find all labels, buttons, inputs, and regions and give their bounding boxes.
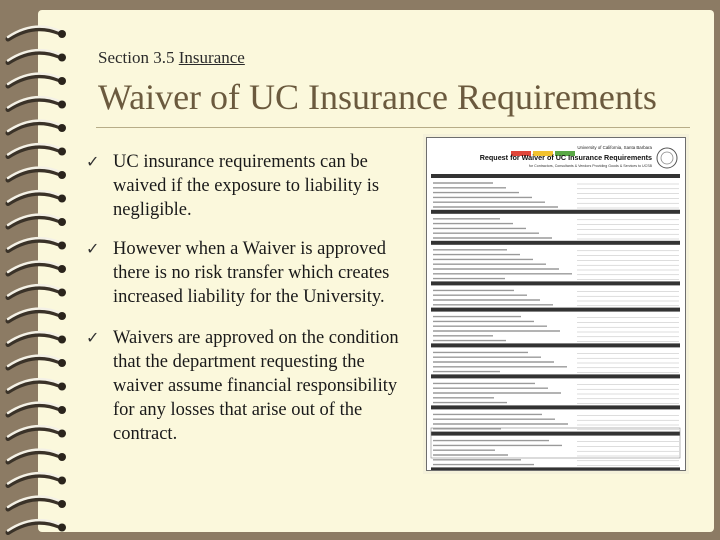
binding-hole <box>58 359 66 367</box>
binding-hole <box>58 148 66 156</box>
insurance-link[interactable]: Insurance <box>178 48 245 67</box>
binding-hole <box>58 218 66 226</box>
section-prefix: Section 3.5 <box>98 48 175 67</box>
title-divider <box>96 127 690 128</box>
binding-hole <box>58 30 66 38</box>
binding-hole <box>58 77 66 85</box>
binding-hole <box>58 406 66 414</box>
binding-hole <box>58 430 66 438</box>
binding-hole <box>58 477 66 485</box>
section-label <box>98 48 245 68</box>
binding-hole <box>58 524 66 532</box>
form-heading-2: for Contractors, Consultants & Vendors Providing Goods & Services to UCSB <box>528 164 652 168</box>
uc-seal-icon <box>657 148 677 168</box>
binding-hole <box>58 195 66 203</box>
bullet-text: Waivers are approved on the condition that the department requesting the waiver assume financial responsibility for any losses that arise out of the contract. <box>113 328 399 444</box>
binding-hole <box>58 171 66 179</box>
binding-hole <box>58 500 66 508</box>
form-section-bar <box>431 467 680 470</box>
check-icon: ✓ <box>86 239 100 258</box>
form-section-bar <box>431 281 680 285</box>
binding-hole <box>58 383 66 391</box>
spiral-binding <box>0 0 80 540</box>
bullet-item-2 <box>86 237 416 309</box>
form-heading-1: Request for Waiver of UC Insurance Requirements <box>479 153 652 162</box>
binding-hole <box>58 453 66 461</box>
form-image <box>427 138 685 470</box>
waiver-form-thumbnail <box>426 137 686 471</box>
binding-hole <box>58 124 66 132</box>
form-section-bar <box>431 241 680 245</box>
check-icon: ✓ <box>86 328 100 347</box>
binding-hole <box>58 336 66 344</box>
binding-hole <box>58 242 66 250</box>
form-section-bar <box>431 374 680 378</box>
binding-hole <box>58 101 66 109</box>
bullet-text: However when a Waiver is approved there is no risk transfer which creates increased liability for the University. <box>113 239 390 307</box>
form-section-bar <box>431 210 680 214</box>
binding-hole <box>58 289 66 297</box>
binding-hole <box>58 312 66 320</box>
page-title: Waiver of UC Insurance Requirements <box>98 77 657 117</box>
binding-hole <box>58 54 66 62</box>
check-icon: ✓ <box>86 152 100 171</box>
bullet-item-3 <box>86 326 416 446</box>
form-org: University of California, Santa Barbara <box>577 145 652 150</box>
form-section-bar <box>431 308 680 312</box>
bullet-text: UC insurance requirements can be waived if the exposure to liability is negligible. <box>113 152 380 220</box>
form-section-bar <box>431 405 680 409</box>
binding-hole <box>58 265 66 273</box>
form-section-bar <box>431 343 680 347</box>
form-section-bar <box>431 432 680 436</box>
form-section-bar <box>431 174 680 178</box>
bullet-item-1 <box>86 150 416 222</box>
